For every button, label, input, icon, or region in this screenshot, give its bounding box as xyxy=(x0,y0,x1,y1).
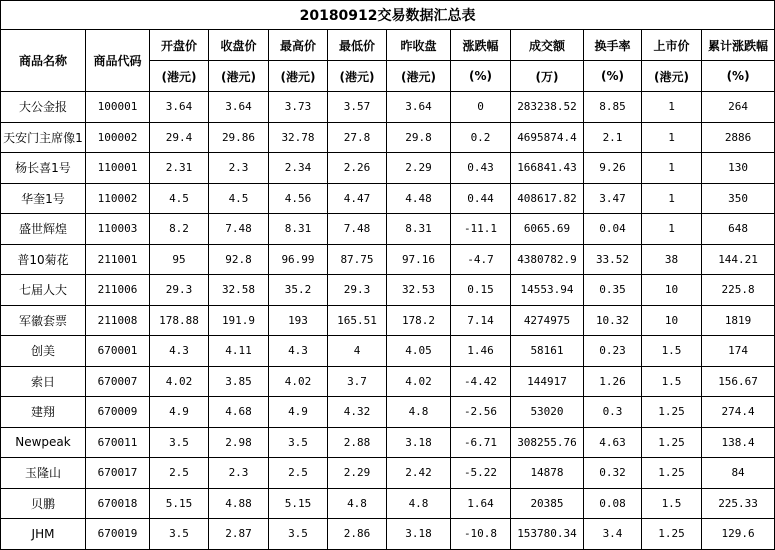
table-cell: 4.5 xyxy=(209,183,269,214)
column-header: 最低价 xyxy=(328,30,387,61)
table-cell: 2.1 xyxy=(584,122,642,153)
table-cell: 0.08 xyxy=(584,488,642,519)
table-cell: 3.57 xyxy=(328,92,387,123)
table-row xyxy=(1,153,775,184)
product-name-cell: JHM xyxy=(1,519,86,550)
product-name-cell: 盛世辉煌 xyxy=(1,214,86,245)
table-cell: 211006 xyxy=(86,275,150,306)
table-cell: 0.2 xyxy=(451,122,511,153)
table-cell: 95 xyxy=(150,244,209,275)
table-cell: 670018 xyxy=(86,488,150,519)
column-header: 累计涨跌幅 xyxy=(702,30,775,61)
table-cell: 2.42 xyxy=(387,458,451,489)
table-cell: 283238.52 xyxy=(511,92,584,123)
column-unit: (港元) xyxy=(328,61,387,92)
product-name-cell: 普10菊花 xyxy=(1,244,86,275)
table-cell: 4.9 xyxy=(150,397,209,428)
table-row xyxy=(1,92,775,123)
table-row xyxy=(1,427,775,458)
table-cell: 2.5 xyxy=(269,458,328,489)
table-cell: 35.2 xyxy=(269,275,328,306)
table-cell: 408617.82 xyxy=(511,183,584,214)
table-cell: 3.5 xyxy=(269,519,328,550)
table-cell: 6065.69 xyxy=(511,214,584,245)
table-cell: 96.99 xyxy=(269,244,328,275)
table-cell: 8.31 xyxy=(387,214,451,245)
table-cell: 110001 xyxy=(86,153,150,184)
product-name-cell: 七届人大 xyxy=(1,275,86,306)
table-cell: 174 xyxy=(702,336,775,367)
table-cell: 3.64 xyxy=(209,92,269,123)
table-cell: 0.43 xyxy=(451,153,511,184)
table-cell: 3.64 xyxy=(387,92,451,123)
table-cell: 193 xyxy=(269,305,328,336)
table-cell: 2.86 xyxy=(328,519,387,550)
column-unit: (港元) xyxy=(642,61,702,92)
table-cell: 38 xyxy=(642,244,702,275)
table-cell: 211001 xyxy=(86,244,150,275)
table-cell: 191.9 xyxy=(209,305,269,336)
table-cell: 29.8 xyxy=(387,122,451,153)
table-cell: 1.64 xyxy=(451,488,511,519)
table-cell: 1.46 xyxy=(451,336,511,367)
table-cell: 178.88 xyxy=(150,305,209,336)
table-cell: 4.02 xyxy=(387,366,451,397)
column-header: 开盘价 xyxy=(150,30,209,61)
table-cell: -10.8 xyxy=(451,519,511,550)
table-cell: 1.26 xyxy=(584,366,642,397)
table-cell: 4.3 xyxy=(150,336,209,367)
table-cell: 1.25 xyxy=(642,458,702,489)
table-cell: 1 xyxy=(642,183,702,214)
table-cell: 0.32 xyxy=(584,458,642,489)
table-cell: 53020 xyxy=(511,397,584,428)
column-header: 上市价 xyxy=(642,30,702,61)
table-cell: 4695874.4 xyxy=(511,122,584,153)
table-cell: 2.88 xyxy=(328,427,387,458)
table-row xyxy=(1,244,775,275)
table-cell: 225.8 xyxy=(702,275,775,306)
table-cell: -6.71 xyxy=(451,427,511,458)
table-cell: 14553.94 xyxy=(511,275,584,306)
table-row xyxy=(1,397,775,428)
table-cell: 92.8 xyxy=(209,244,269,275)
table-cell: 4.56 xyxy=(269,183,328,214)
table-row xyxy=(1,305,775,336)
table-cell: 4.5 xyxy=(150,183,209,214)
table-cell: 32.53 xyxy=(387,275,451,306)
table-cell: 1.25 xyxy=(642,397,702,428)
table-cell: 3.5 xyxy=(150,427,209,458)
table-cell: 670009 xyxy=(86,397,150,428)
table-cell: 4 xyxy=(328,336,387,367)
column-header: 商品代码 xyxy=(86,30,150,92)
table-cell: 156.67 xyxy=(702,366,775,397)
table-cell: 166841.43 xyxy=(511,153,584,184)
table-cell: 7.48 xyxy=(328,214,387,245)
table-cell: 2.29 xyxy=(328,458,387,489)
table-title: 20180912交易数据汇总表 xyxy=(1,1,775,30)
table-cell: 670007 xyxy=(86,366,150,397)
table-cell: 2.98 xyxy=(209,427,269,458)
product-name-cell: 杨长喜1号 xyxy=(1,153,86,184)
table-cell: 4.02 xyxy=(269,366,328,397)
table-cell: 4.02 xyxy=(150,366,209,397)
table-cell: 225.33 xyxy=(702,488,775,519)
table-cell: -4.42 xyxy=(451,366,511,397)
table-cell: 8.31 xyxy=(269,214,328,245)
table-cell: 3.4 xyxy=(584,519,642,550)
column-header: 成交额 xyxy=(511,30,584,61)
table-cell: 4.32 xyxy=(328,397,387,428)
table-cell: 1.5 xyxy=(642,488,702,519)
product-name-cell: 大公金报 xyxy=(1,92,86,123)
table-cell: 4.8 xyxy=(387,397,451,428)
table-cell: 1819 xyxy=(702,305,775,336)
table-row xyxy=(1,275,775,306)
product-name-cell: 创美 xyxy=(1,336,86,367)
column-unit: (%) xyxy=(584,61,642,92)
column-unit: (港元) xyxy=(387,61,451,92)
column-unit: (港元) xyxy=(150,61,209,92)
product-name-cell: 军徽套票 xyxy=(1,305,86,336)
table-cell: 1.25 xyxy=(642,519,702,550)
table-cell: 29.3 xyxy=(328,275,387,306)
table-cell: 130 xyxy=(702,153,775,184)
column-unit: (万) xyxy=(511,61,584,92)
table-cell: 2886 xyxy=(702,122,775,153)
table-cell: 670019 xyxy=(86,519,150,550)
product-name-cell: 贝鹏 xyxy=(1,488,86,519)
table-cell: 2.3 xyxy=(209,458,269,489)
table-cell: 308255.76 xyxy=(511,427,584,458)
table-cell: 97.16 xyxy=(387,244,451,275)
table-cell: 29.3 xyxy=(150,275,209,306)
table-cell: 3.18 xyxy=(387,427,451,458)
product-name-cell: 华奎1号 xyxy=(1,183,86,214)
table-cell: 0.04 xyxy=(584,214,642,245)
table-cell: 0.44 xyxy=(451,183,511,214)
table-cell: 29.86 xyxy=(209,122,269,153)
table-cell: 7.48 xyxy=(209,214,269,245)
table-cell: 100001 xyxy=(86,92,150,123)
table-cell: 129.6 xyxy=(702,519,775,550)
table-cell: 1.5 xyxy=(642,336,702,367)
table-cell: 8.2 xyxy=(150,214,209,245)
table-cell: -4.7 xyxy=(451,244,511,275)
table-cell: 2.3 xyxy=(209,153,269,184)
table-cell: 0.3 xyxy=(584,397,642,428)
table-row xyxy=(1,458,775,489)
table-cell: 144917 xyxy=(511,366,584,397)
table-cell: 5.15 xyxy=(269,488,328,519)
table-cell: 178.2 xyxy=(387,305,451,336)
table-cell: 153780.34 xyxy=(511,519,584,550)
table-cell: 274.4 xyxy=(702,397,775,428)
table-cell: 1 xyxy=(642,153,702,184)
product-name-cell: 玉隆山 xyxy=(1,458,86,489)
table-cell: 3.85 xyxy=(209,366,269,397)
table-cell: -5.22 xyxy=(451,458,511,489)
table-cell: 3.64 xyxy=(150,92,209,123)
column-header: 换手率 xyxy=(584,30,642,61)
table-cell: 1.25 xyxy=(642,427,702,458)
table-row xyxy=(1,366,775,397)
table-cell: 4.48 xyxy=(387,183,451,214)
table-cell: 33.52 xyxy=(584,244,642,275)
table-cell: 670011 xyxy=(86,427,150,458)
table-cell: 211008 xyxy=(86,305,150,336)
table-cell: 1.5 xyxy=(642,366,702,397)
column-header: 收盘价 xyxy=(209,30,269,61)
table-cell: 2.87 xyxy=(209,519,269,550)
table-cell: 7.14 xyxy=(451,305,511,336)
table-cell: 29.4 xyxy=(150,122,209,153)
table-cell: 4380782.9 xyxy=(511,244,584,275)
table-cell: 3.5 xyxy=(269,427,328,458)
table-row xyxy=(1,519,775,550)
table-cell: 87.75 xyxy=(328,244,387,275)
table-cell: 32.58 xyxy=(209,275,269,306)
table-cell: 27.8 xyxy=(328,122,387,153)
table-cell: 0 xyxy=(451,92,511,123)
table-cell: 4.11 xyxy=(209,336,269,367)
table-cell: 0.15 xyxy=(451,275,511,306)
table-cell: 0.35 xyxy=(584,275,642,306)
table-cell: 9.26 xyxy=(584,153,642,184)
column-unit: (港元) xyxy=(269,61,328,92)
table-cell: 20385 xyxy=(511,488,584,519)
column-header: 涨跌幅 xyxy=(451,30,511,61)
table-cell: 4.05 xyxy=(387,336,451,367)
table-row xyxy=(1,336,775,367)
table-cell: 4.88 xyxy=(209,488,269,519)
table-cell: 1 xyxy=(642,92,702,123)
table-cell: 4.63 xyxy=(584,427,642,458)
table-cell: 3.73 xyxy=(269,92,328,123)
table-cell: 58161 xyxy=(511,336,584,367)
table-cell: 5.15 xyxy=(150,488,209,519)
table-cell: 138.4 xyxy=(702,427,775,458)
table-cell: 0.23 xyxy=(584,336,642,367)
table-row xyxy=(1,183,775,214)
table-cell: 14878 xyxy=(511,458,584,489)
table-cell: 4.68 xyxy=(209,397,269,428)
table-cell: 10.32 xyxy=(584,305,642,336)
product-name-cell: 索日 xyxy=(1,366,86,397)
table-cell: 3.47 xyxy=(584,183,642,214)
table-cell: 4.3 xyxy=(269,336,328,367)
table-row xyxy=(1,488,775,519)
table-cell: 648 xyxy=(702,214,775,245)
table-cell: 165.51 xyxy=(328,305,387,336)
table-cell: 670017 xyxy=(86,458,150,489)
table-cell: 4.8 xyxy=(328,488,387,519)
table-cell: 3.18 xyxy=(387,519,451,550)
table-cell: 3.7 xyxy=(328,366,387,397)
table-cell: 84 xyxy=(702,458,775,489)
table-cell: 3.5 xyxy=(150,519,209,550)
table-cell: 2.31 xyxy=(150,153,209,184)
table-cell: 32.78 xyxy=(269,122,328,153)
table-cell: -11.1 xyxy=(451,214,511,245)
table-cell: 4.47 xyxy=(328,183,387,214)
table-cell: 144.21 xyxy=(702,244,775,275)
column-header: 昨收盘 xyxy=(387,30,451,61)
table-row xyxy=(1,122,775,153)
table-cell: 1 xyxy=(642,214,702,245)
table-cell: 10 xyxy=(642,275,702,306)
column-header: 最高价 xyxy=(269,30,328,61)
table-cell: 1 xyxy=(642,122,702,153)
product-name-cell: 建翔 xyxy=(1,397,86,428)
table-cell: 10 xyxy=(642,305,702,336)
table-cell: 2.29 xyxy=(387,153,451,184)
table-row xyxy=(1,214,775,245)
product-name-cell: 天安门主席像1 xyxy=(1,122,86,153)
table-cell: 264 xyxy=(702,92,775,123)
table-cell: 2.34 xyxy=(269,153,328,184)
table-cell: 4.9 xyxy=(269,397,328,428)
column-unit: (港元) xyxy=(209,61,269,92)
table-cell: -2.56 xyxy=(451,397,511,428)
table-cell: 350 xyxy=(702,183,775,214)
table-cell: 2.5 xyxy=(150,458,209,489)
column-unit: (%) xyxy=(451,61,511,92)
column-unit: (%) xyxy=(702,61,775,92)
product-name-cell: Newpeak xyxy=(1,427,86,458)
table-cell: 110002 xyxy=(86,183,150,214)
table-cell: 670001 xyxy=(86,336,150,367)
table-cell: 4274975 xyxy=(511,305,584,336)
column-header: 商品名称 xyxy=(1,30,86,92)
table-cell: 100002 xyxy=(86,122,150,153)
table-cell: 2.26 xyxy=(328,153,387,184)
table-cell: 4.8 xyxy=(387,488,451,519)
table-cell: 8.85 xyxy=(584,92,642,123)
table-cell: 110003 xyxy=(86,214,150,245)
